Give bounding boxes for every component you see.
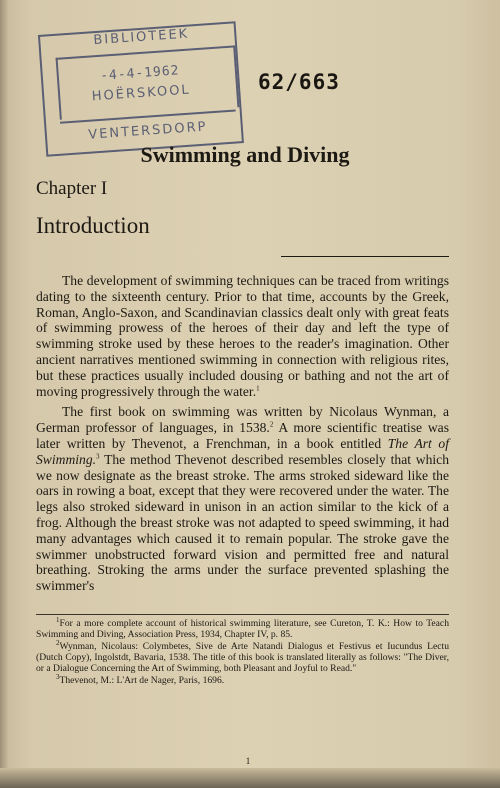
- stamp-title: BIBLIOTEEK: [92, 26, 190, 49]
- footnote-number: 3: [56, 672, 60, 681]
- page-number: 1: [245, 756, 251, 766]
- catalog-number: 62/663: [258, 70, 340, 94]
- section-rule: [281, 256, 449, 257]
- paragraph-2-text-a: The first book on swimming was written by Nicolaus Wynman, a German professor of languages, in 1538.: [36, 404, 449, 436]
- footnote-number: 1: [56, 615, 60, 624]
- library-stamp: [38, 21, 244, 159]
- paragraph-2-text-c: The method Thevenot described resembles closely that which we now designate as the breast stroke. The arms stroked sideward like the oars in rowing a boat, except that they were recovered under the water. The legs also stroked sideward in unison in an action similar to the kick of a frog. Although the breast stroke was not adapted to speed swimming, it had many advantages which caused it to remain popular. The stroke gave the swimmer unobstructed forward vision and permitted free and natural breathing. Stroking the arms under the surface prevented splashing the swimmer's: [36, 451, 449, 594]
- stamp-town: VENTERSDORP: [87, 119, 208, 143]
- book-reference: The Art of Swimming.: [36, 435, 449, 467]
- chapter-heading: Chapter I: [36, 178, 108, 199]
- section-title: Introduction: [36, 213, 150, 238]
- footnote: [36, 615, 449, 640]
- paragraph-2-text-b: A more scientific treatise was later written by Thevenot, a Frenchman, in a book entitled: [36, 420, 449, 451]
- book-title: Swimming and Diving: [140, 142, 350, 167]
- paragraph-1-text: The development of swimming techniques can be traced from writings dating to the sixteenth century. Prior to that time, accounts by the Greek, Roman, Anglo-Saxon, and Scandinavian classics dealt only with great feats of swimming prowess of the heroes of their day and left the type of swimming stroke used by these heroes to the reader's imagination. Other ancient narratives mentioned swimming in connection with religious rites, but these practices usually included dousing or bathing and not the art of moving progressively through the water.: [36, 273, 449, 399]
- footnotes: [36, 615, 449, 687]
- page-bottom-edge: [0, 768, 500, 788]
- page-binding-shadow: [0, 0, 8, 788]
- footnote-ref-2: 2: [269, 420, 274, 429]
- stamp-date: -4-4-1962: [99, 63, 180, 84]
- footnote-ref-1: 1: [256, 384, 260, 393]
- footnote-text: Wynman, Nicolaus: Colymbetes, Sive de Arte Natandi Dialogus et Festivus et Iucundus Lectu (Dutch Copy), Ingolstdt, Bavaria, 1538. The title of this book is translated literally as follows: "The Diver, or a Dialogue Concerning the Art of Swimming, both Pleasant and Joyful to Read.": [36, 641, 449, 674]
- paragraph-1: [36, 273, 449, 399]
- stamp-school: HOËRSKOOL: [91, 82, 192, 105]
- footnote-number: 2: [56, 638, 60, 647]
- footnote-ref-3: 3: [96, 452, 100, 461]
- footnote-text: Thevenot, M.: L'Art de Nager, Paris, 1696.: [59, 675, 225, 686]
- footnote: [36, 672, 449, 686]
- footnote-rule: [36, 614, 449, 615]
- paragraph-2: [36, 404, 449, 594]
- body-text: [36, 273, 449, 594]
- footnote: [36, 638, 449, 674]
- footnote-text: For a more complete account of historical swimming literature, see Cureton, T. K.: How to Teach Swimming and Diving, Association Press, 1934, Chapter IV, p. 85.: [36, 618, 449, 640]
